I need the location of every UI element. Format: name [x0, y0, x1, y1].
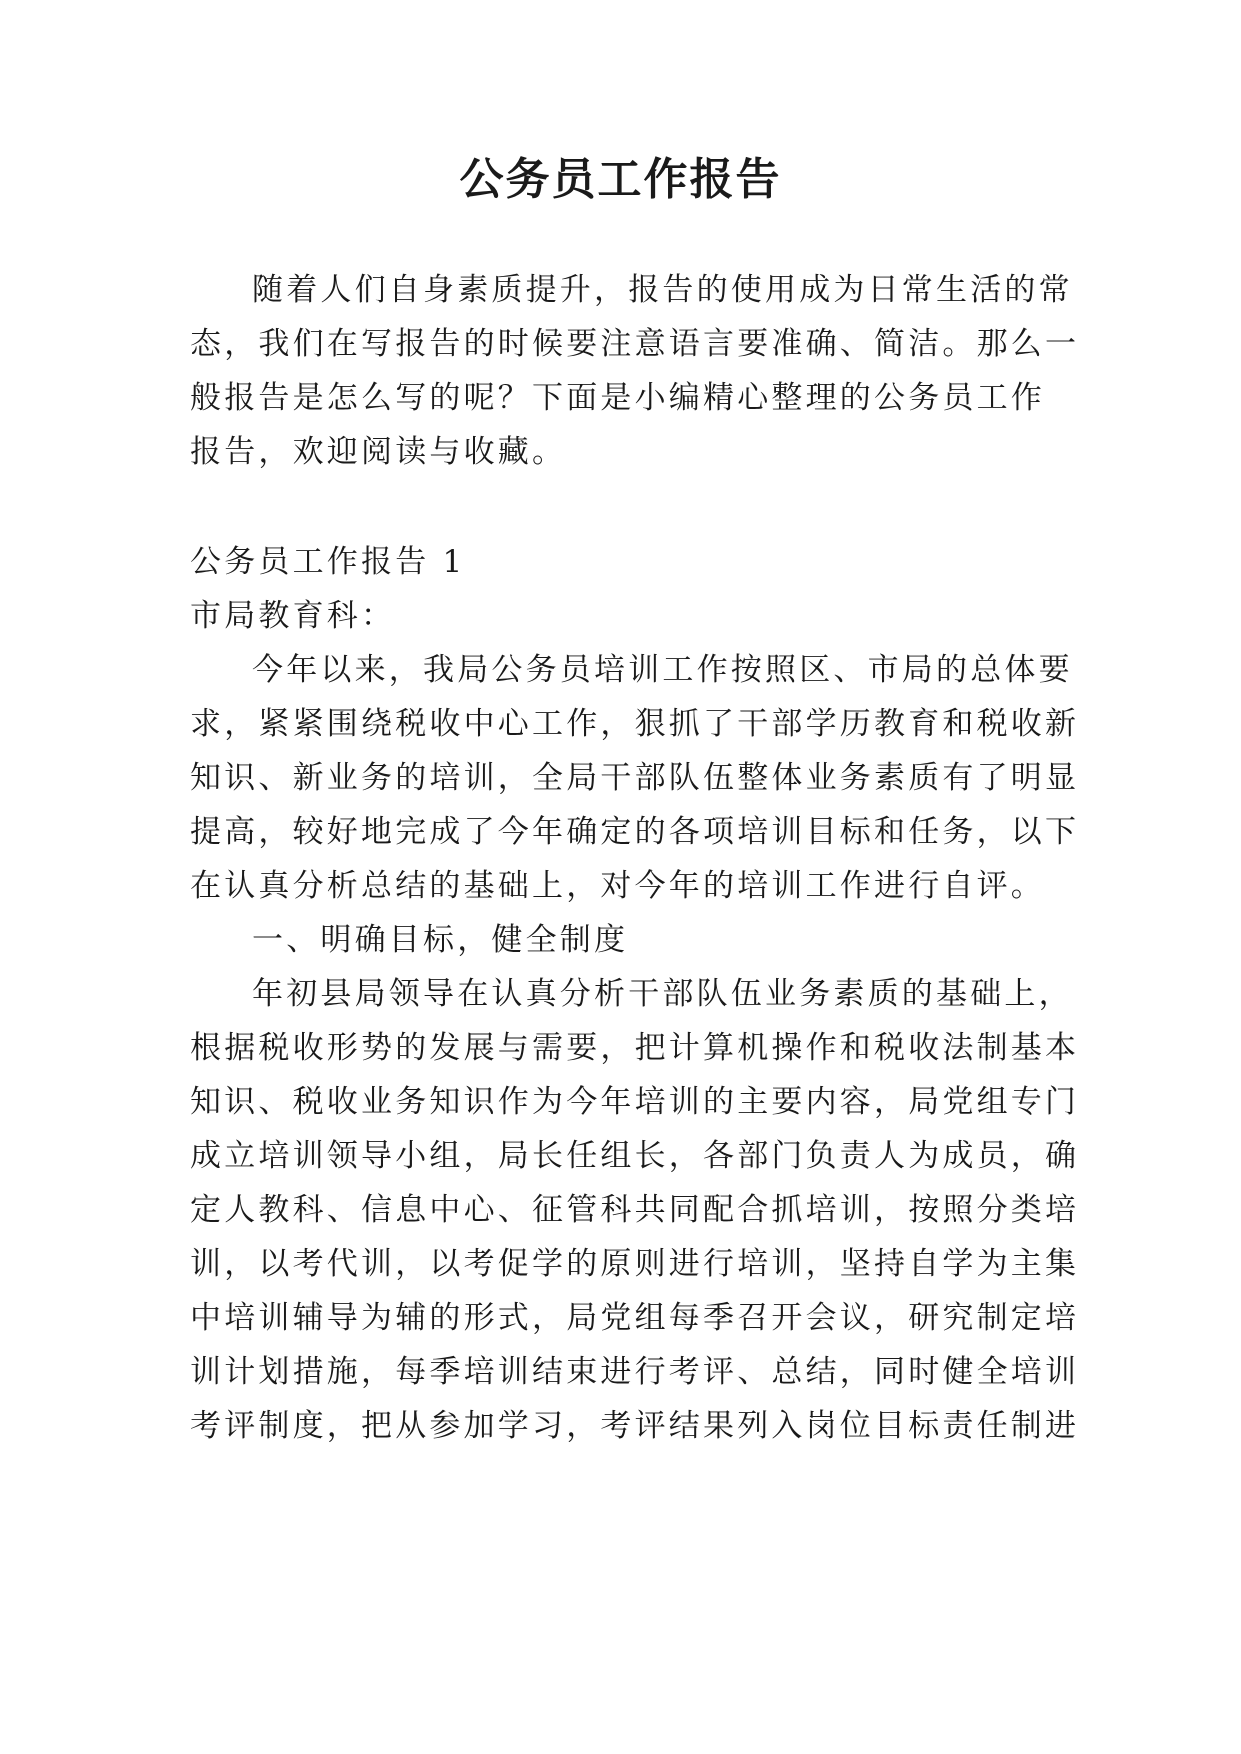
salutation: 市局教育科：	[190, 598, 396, 634]
body-line: 中培训辅导为辅的形式，局党组每季召开会议，研究制定培	[190, 1300, 1080, 1336]
intro-line: 般报告是怎么写的呢？下面是小编精心整理的公务员工作	[190, 380, 1045, 416]
section-heading: 公务员工作报告 1	[190, 544, 466, 580]
body-line: 今年以来，我局公务员培训工作按照区、市局的总体要	[252, 652, 1073, 688]
body-line: 定人教科、信息中心、征管科共同配合抓培训，按照分类培	[190, 1192, 1080, 1228]
body-line: 知识、新业务的培训，全局干部队伍整体业务素质有了明显	[190, 760, 1080, 796]
intro-line: 报告，欢迎阅读与收藏。	[190, 434, 567, 470]
subheading: 一、明确目标，健全制度	[252, 922, 629, 958]
intro-line: 随着人们自身素质提升，报告的使用成为日常生活的常	[252, 272, 1073, 308]
body-line: 训，以考代训，以考促学的原则进行培训，坚持自学为主集	[190, 1246, 1080, 1282]
body-line: 根据税收形势的发展与需要，把计算机操作和税收法制基本	[190, 1030, 1080, 1066]
body-line: 求，紧紧围绕税收中心工作，狠抓了干部学历教育和税收新	[190, 706, 1080, 742]
body-line: 训计划措施，每季培训结束进行考评、总结，同时健全培训	[190, 1354, 1080, 1390]
intro-line: 态，我们在写报告的时候要注意语言要准确、简洁。那么一	[190, 326, 1080, 362]
document-title: 公务员工作报告	[459, 154, 782, 205]
body-line: 在认真分析总结的基础上，对今年的培训工作进行自评。	[190, 868, 1045, 904]
body-line: 年初县局领导在认真分析干部队伍业务素质的基础上，	[252, 976, 1073, 1012]
body-line: 知识、税收业务知识作为今年培训的主要内容，局党组专门	[190, 1084, 1080, 1120]
body-line: 成立培训领导小组，局长任组长，各部门负责人为成员，确	[190, 1138, 1080, 1174]
body-line: 考评制度，把从参加学习，考评结果列入岗位目标责任制进	[190, 1408, 1080, 1444]
body-line: 提高，较好地完成了今年确定的各项培训目标和任务，以下	[190, 814, 1080, 850]
